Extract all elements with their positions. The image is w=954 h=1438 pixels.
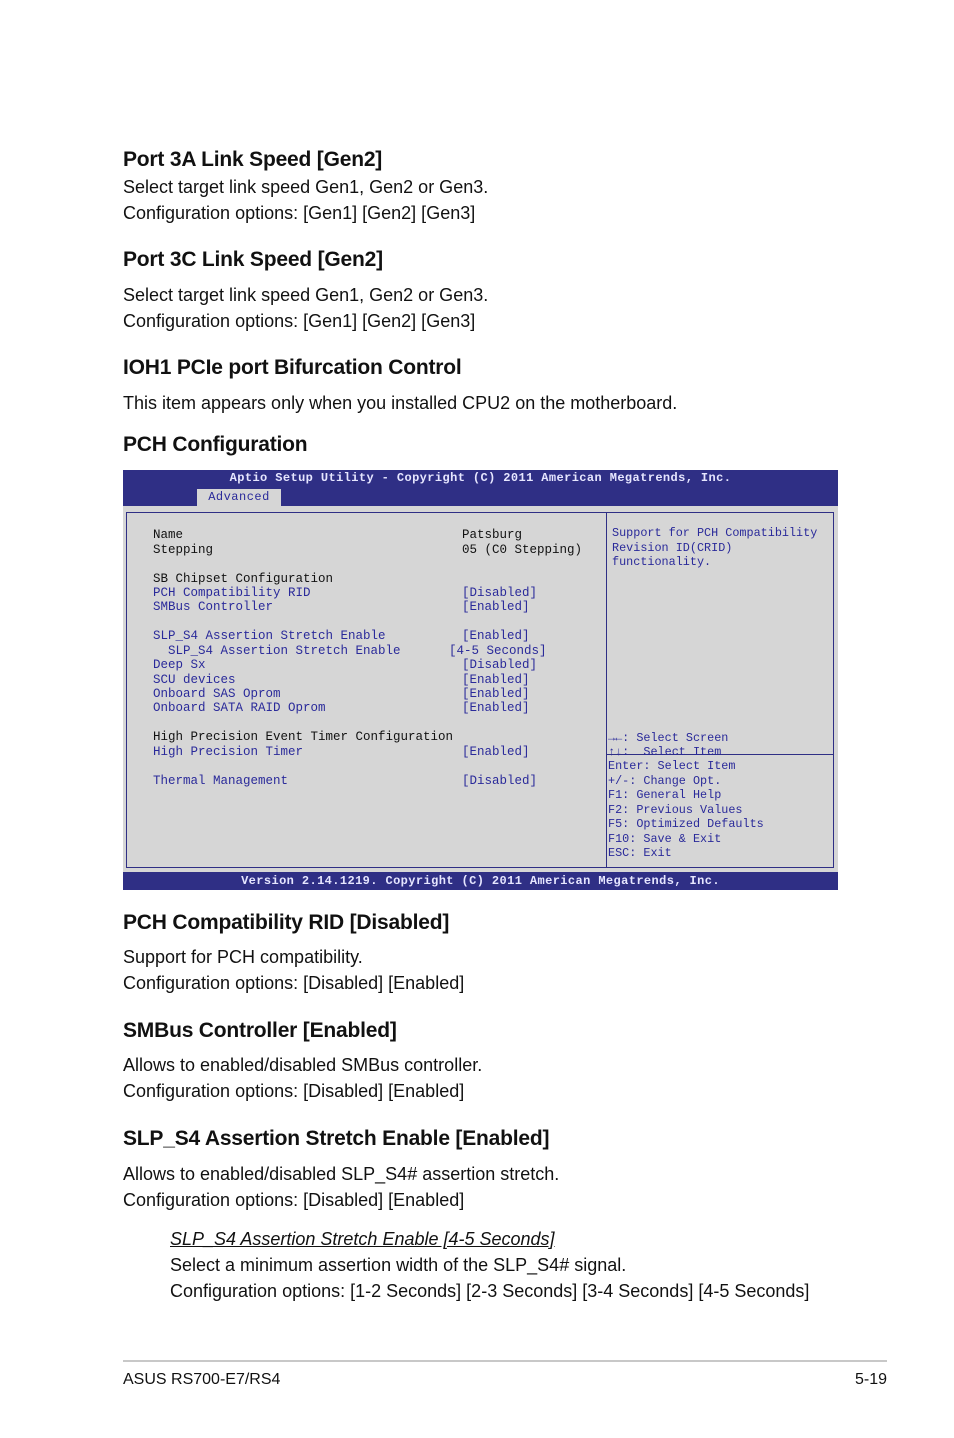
bios-label-name: Name (153, 528, 184, 542)
bios-value[interactable]: [Disabled] (462, 586, 538, 600)
body-line: Configuration options: [Disabled] [Enabled] (123, 1190, 465, 1210)
key-hint: F1: General Help (608, 788, 722, 802)
body-line: Configuration options: [Disabled] [Enabled] (123, 973, 465, 993)
section-title: Port 3C Link Speed [Gen2] (123, 248, 383, 271)
subsection-title: SLP_S4 Assertion Stretch Enable [4-5 Seconds] (170, 1229, 555, 1249)
body-line: Configuration options: [Disabled] [Enabled] (123, 1081, 465, 1101)
body-line: Configuration options: [Gen1] [Gen2] [Gen3] (123, 203, 476, 223)
key-hint: Enter: Select Item (608, 759, 736, 773)
key-hint: ↑↓: Select Item (608, 745, 722, 759)
page-number: 5-19 (854, 1371, 887, 1388)
bios-screenshot (123, 470, 838, 890)
bios-item-deep-sx[interactable]: Deep Sx (153, 658, 206, 672)
bios-body (123, 506, 838, 872)
key-hint: F10: Save & Exit (608, 832, 722, 846)
key-hint: F2: Previous Values (608, 803, 743, 817)
section-body (123, 1161, 559, 1213)
bios-item-hp-timer[interactable]: High Precision Timer (153, 745, 304, 759)
body-line: This item appears only when you installed CPU2 on the motherboard. (123, 393, 678, 413)
body-line: Configuration options: [Gen1] [Gen2] [Gen3] (123, 311, 476, 331)
body-line: Select target link speed Gen1, Gen2 or Gen3. (123, 177, 489, 197)
section-title: Port 3A Link Speed [Gen2] (123, 148, 383, 171)
bios-value[interactable]: [Enabled] (462, 701, 530, 715)
bios-item-thermal[interactable]: Thermal Management (153, 774, 289, 788)
bios-value[interactable]: [Enabled] (462, 745, 530, 759)
bios-value[interactable]: [Disabled] (462, 774, 538, 788)
section-title: SMBus Controller [Enabled] (123, 1019, 397, 1042)
subsection (170, 1226, 809, 1304)
bios-item-slp-s4-width[interactable]: SLP_S4 Assertion Stretch Enable (153, 644, 401, 658)
bios-value[interactable]: [Enabled] (462, 687, 530, 701)
section-title: PCH Compatibility RID [Disabled] (123, 911, 450, 934)
bios-footer: Version 2.14.1219. Copyright (C) 2011 American Megatrends, Inc. (241, 874, 720, 888)
bios-value-stepping: 05 (C0 Stepping) (462, 543, 583, 557)
bios-item-sata-raid-oprom[interactable]: Onboard SATA RAID Oprom (153, 701, 326, 715)
bios-item-smbus-controller[interactable]: SMBus Controller (153, 600, 274, 614)
section-title: PCH Configuration (123, 433, 308, 456)
key-hint: +/-: Change Opt. (608, 774, 722, 788)
help-text: Revision ID(CRID) (612, 541, 733, 555)
key-hint: F5: Optimized Defaults (608, 817, 764, 831)
bios-header (123, 470, 838, 505)
footer-model: ASUS RS700-E7/RS4 (123, 1371, 281, 1388)
section-body (123, 174, 488, 226)
bios-heading: SB Chipset Configuration (153, 572, 334, 586)
body-line: Configuration options: [1-2 Seconds] [2-3 Seconds] [3-4 Seconds] [4-5 Seconds] (170, 1281, 810, 1301)
body-line: Support for PCH compatibility. (123, 947, 363, 967)
bios-item-sas-oprom[interactable]: Onboard SAS Oprom (153, 687, 281, 701)
bios-item-scu-devices[interactable]: SCU devices (153, 673, 236, 687)
bios-value[interactable]: [Enabled] (462, 600, 530, 614)
body-line: Select target link speed Gen1, Gen2 or Gen3. (123, 285, 489, 305)
bios-title: Aptio Setup Utility - Copyright (C) 2011 American Megatrends, Inc. (229, 471, 732, 485)
bios-value[interactable]: [Disabled] (462, 658, 538, 672)
section-title: IOH1 PCIe port Bifurcation Control (123, 356, 462, 379)
bios-value[interactable]: [4-5 Seconds] (449, 644, 547, 658)
section-body (123, 1052, 482, 1104)
section-body (123, 282, 488, 334)
bios-value[interactable]: [Enabled] (462, 629, 530, 643)
section-body (123, 390, 677, 416)
section-title: SLP_S4 Assertion Stretch Enable [Enabled] (123, 1127, 550, 1150)
bios-value-name: Patsburg (462, 528, 523, 542)
help-text: functionality. (612, 555, 712, 569)
body-line: Allows to enabled/disabled SLP_S4# assertion stretch. (123, 1164, 560, 1184)
footer-rule (123, 1360, 887, 1362)
key-hint: ESC: Exit (608, 846, 672, 860)
bios-label-stepping: Stepping (153, 543, 214, 557)
section-body (123, 944, 464, 996)
body-line: Select a minimum assertion width of the SLP_S4# signal. (170, 1255, 627, 1275)
bios-heading: High Precision Event Timer Configuration (153, 730, 454, 744)
body-line: Allows to enabled/disabled SMBus controller. (123, 1055, 483, 1075)
key-hint: →←: Select Screen (608, 731, 729, 745)
tab-advanced[interactable]: Advanced (197, 489, 281, 506)
bios-value[interactable]: [Enabled] (462, 673, 530, 687)
bios-item-pch-compat-rid[interactable]: PCH Compatibility RID (153, 586, 311, 600)
divider (606, 513, 607, 867)
bios-frame (126, 512, 834, 868)
bios-item-slp-s4-enable[interactable]: SLP_S4 Assertion Stretch Enable (153, 629, 386, 643)
help-text: Support for PCH Compatibility (612, 526, 818, 540)
